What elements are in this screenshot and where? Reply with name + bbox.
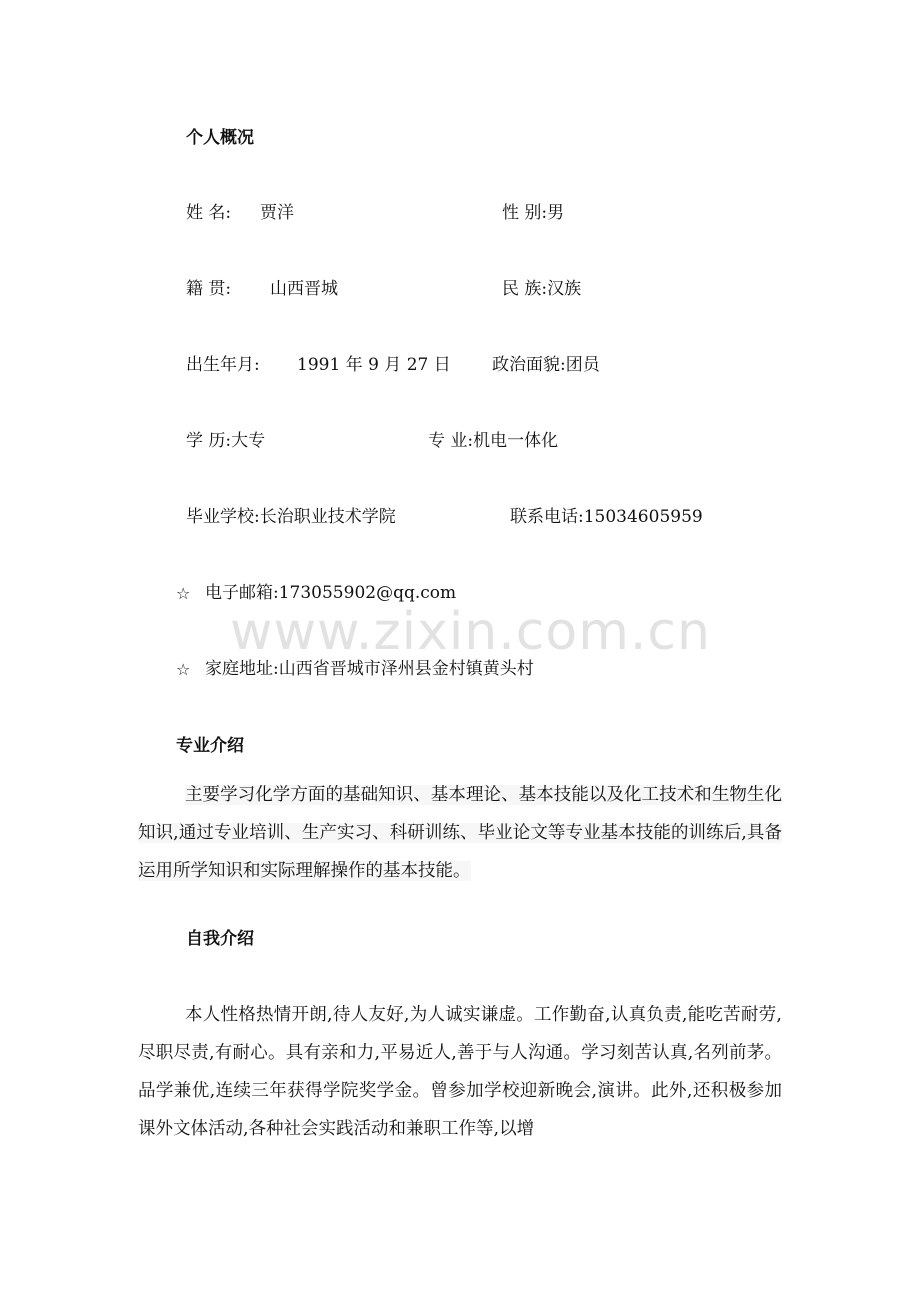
section-title-major: 专业介绍 <box>176 736 244 756</box>
address-field: 家庭地址:山西省晋城市泽州县金村镇黄头村 <box>205 659 534 679</box>
birth-label: 出生年月: <box>186 355 260 375</box>
self-intro-paragraph: 本人性格热情开朗,待人友好,为人诚实谦虚。工作勤奋,认真负责,能吃苦耐劳,尽职尽责,有耐心。具有亲和力,平易近人,善于与人沟通。学习刻苦认真,名列前茅。品学兼优,连续三年获得学院奖学金。曾参加学校迎新晚会,演讲。此外,还积极参加课外文体活动,各种社会实践活动和兼职工作等,以增 <box>138 1005 782 1139</box>
major-intro-paragraph <box>138 776 782 890</box>
birth-value: 1991 年 9 月 27 日 <box>297 355 451 375</box>
school-field: 毕业学校:长治职业技术学院 <box>186 507 396 527</box>
origin-label: 籍 贯: <box>186 279 232 299</box>
email-field: 电子邮箱:173055902@qq.com <box>205 583 457 603</box>
phone-field: 联系电话:15034605959 <box>510 507 703 527</box>
star-icon: ☆ <box>176 584 191 603</box>
major-intro-text: 主要学习化学方面的基础知识、基本理论、基本技能以及化工技术和生物生化知识,通过专业培训、生产实习、科研训练、毕业论文等专业基本技能的训练后,具备运用所学知识和实际理解操作的基本技能。 <box>138 785 782 881</box>
watermark: www.zixin.com.cn <box>230 602 711 662</box>
major-field: 专 业:机电一体化 <box>428 431 559 451</box>
gender-field: 性 别:男 <box>502 203 565 223</box>
political-field: 政治面貌:团员 <box>492 355 600 375</box>
ethnicity-field: 民 族:汉族 <box>502 279 582 299</box>
section-title-self: 自我介绍 <box>186 929 254 949</box>
origin-value: 山西晋城 <box>270 279 338 299</box>
star-icon: ☆ <box>176 660 191 679</box>
name-value: 贾洋 <box>260 203 294 223</box>
section-title-overview: 个人概况 <box>186 128 254 148</box>
name-label: 姓 名: <box>186 203 232 223</box>
education-field: 学 历:大专 <box>186 431 266 451</box>
